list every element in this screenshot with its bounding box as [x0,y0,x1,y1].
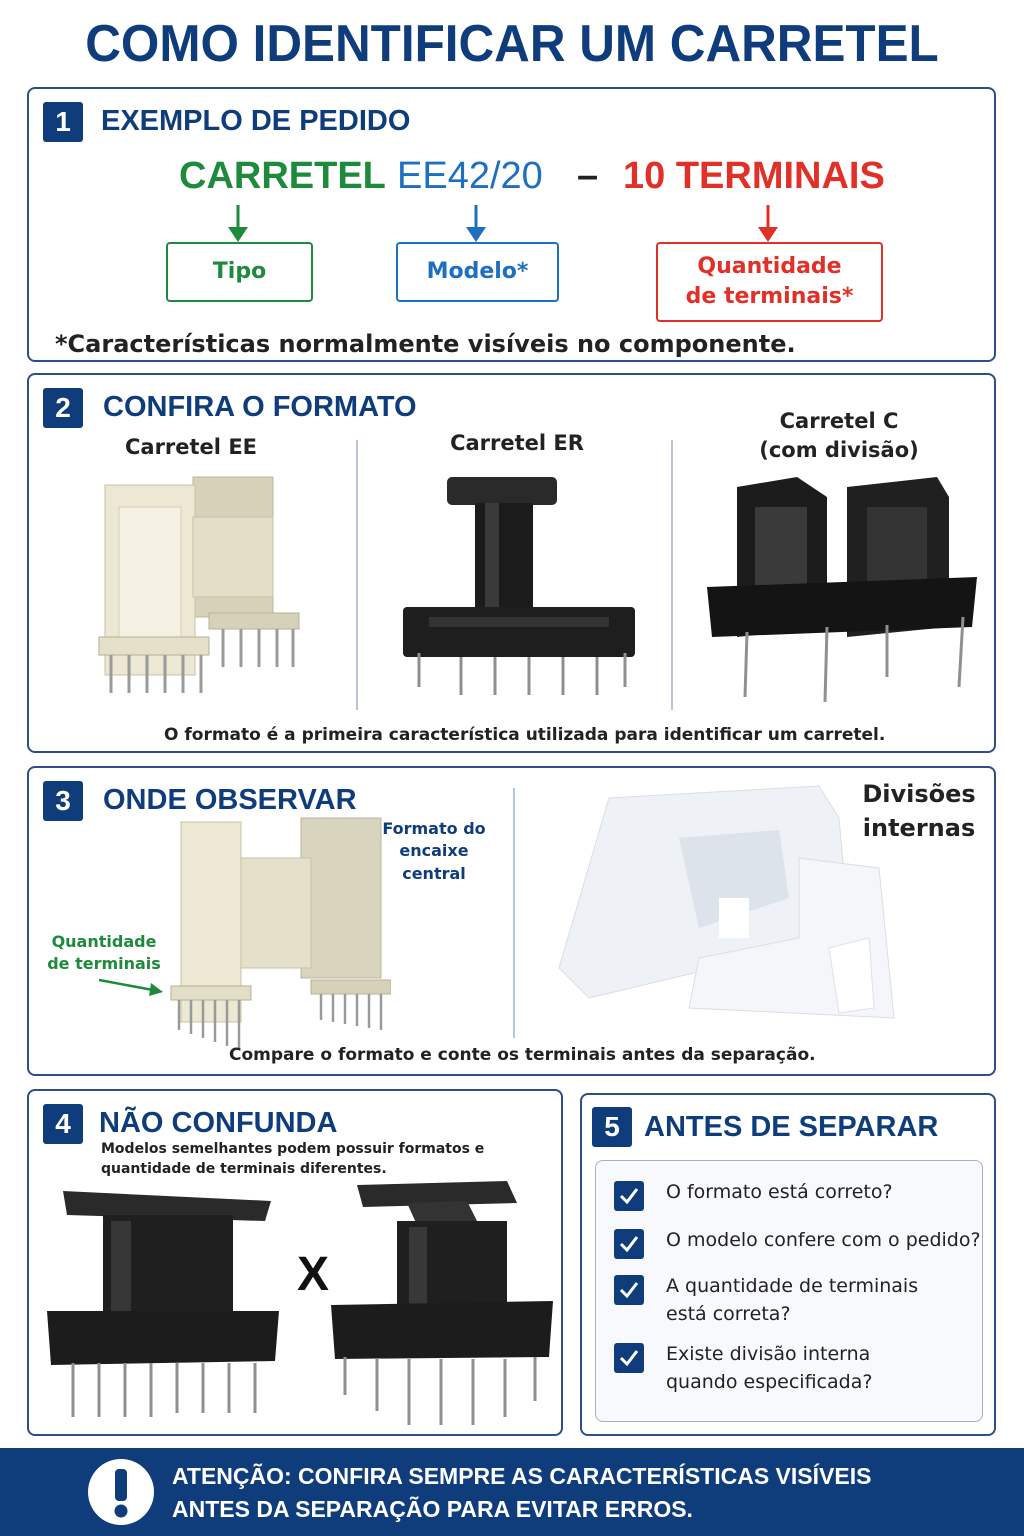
section-number: 2 [43,388,83,428]
section-number: 4 [43,1104,83,1144]
checklist-item[interactable] [614,1227,986,1259]
section-before-separating [580,1093,996,1436]
section-title: CONFIRA O FORMATO [103,391,417,423]
bobbin-internal-division-image [549,778,899,1028]
checkbox-checked[interactable] [614,1275,644,1305]
section-where-to-look [27,766,996,1076]
checklist-item-line1: O formato está correto? [666,1181,893,1203]
product-label-ee: Carretel EE [124,435,258,459]
section-caption: O formato é a primeira característica utilizada para identificar um carretel. [164,725,886,745]
attention-text [172,1460,871,1527]
checklist-item-line2: está correta? [666,1302,791,1325]
checkbox-checked[interactable] [614,1229,644,1259]
section-caption: Compare o formato e conte os terminais antes da separação. [229,1045,816,1065]
arrow-down-icon [757,205,779,243]
attention-text-line2: ANTES DA SEPARAÇÃO PARA EVITAR ERROS. [172,1496,693,1523]
label-type [166,242,313,302]
annotation-internal-divisions-line2: internas [862,813,976,842]
arrow-right-icon [99,974,165,998]
label-model [396,242,559,302]
attention-banner [0,1448,1024,1536]
checklist-item[interactable] [614,1341,986,1396]
annotation-internal-divisions-line1: Divisões [862,780,976,808]
section-subtitle [101,1139,484,1180]
label-quantity [656,242,883,322]
divider [671,440,673,710]
annotation-terminal-count-line2: de terminais [47,954,161,974]
bobbin-er-image [399,467,639,697]
annotation-terminal-count [39,931,169,976]
section-number: 5 [592,1107,632,1147]
checklist-item-line1: A quantidade de terminais [666,1275,919,1297]
section-check-format [27,373,996,753]
section-do-not-confuse [27,1089,563,1436]
order-model-word: EE42/20 [397,155,543,197]
section-number: 1 [43,102,83,142]
checkbox-checked[interactable] [614,1343,644,1373]
order-type-word: CARRETEL [179,155,386,197]
section-title: NÃO CONFUNDA [99,1107,338,1139]
section-subtitle-line2: quantidade de terminais diferentes. [101,1161,387,1178]
bobbin-c-image [697,467,987,707]
section-title: EXEMPLO DE PEDIDO [101,105,411,137]
section-title: ANTES DE SEPARAR [644,1111,939,1143]
checklist [595,1160,983,1422]
versus-mark: X [297,1248,330,1301]
product-label-c-line1: Carretel C [779,409,899,433]
attention-text-line1: ATENÇÃO: CONFIRA SEMPRE AS CARACTERÍSTICAS VISÍVEIS [172,1463,872,1489]
page-title: COMO IDENTIFICAR UM CARRETEL [85,15,939,73]
order-terminals-word: 10 TERMINAIS [623,155,885,197]
section-subtitle-line1: Modelos semelhantes podem possuir formatos e [101,1141,485,1157]
checklist-item-line1: Existe divisão interna [666,1343,871,1365]
annotation-central-fit-line3: central [402,863,466,883]
checkmark-icon [618,1185,640,1207]
label-type-text: Tipo [212,259,267,285]
product-label-c-line2: (com divisão) [759,438,919,463]
annotation-central-fit-line1: Formato do [382,819,486,838]
bobbin-similar-a-image [43,1181,283,1421]
bobbin-ee-image [89,467,319,697]
annotation-internal-divisions [849,778,989,845]
arrow-down-icon [465,205,487,243]
checkbox-checked[interactable] [614,1181,644,1211]
checkmark-icon [618,1279,640,1301]
product-label-c [749,407,929,466]
order-dash: – [577,155,599,197]
product-label-er: Carretel ER [450,431,584,455]
section-order-example [27,87,996,362]
checklist-item[interactable] [614,1273,986,1328]
exclamation-icon [86,1457,156,1527]
section-title: ONDE OBSERVAR [103,784,357,816]
checklist-item[interactable] [614,1179,986,1211]
divider [356,440,358,710]
label-quantity-line1: Quantidade [697,254,842,280]
checkmark-icon [618,1233,640,1255]
bobbin-ee-observe-image [161,808,391,1058]
label-quantity-line2: de terminais* [685,284,854,309]
bobbin-similar-b-image [327,1181,557,1431]
checklist-item-line1: O modelo confere com o pedido? [666,1229,981,1251]
checkmark-icon [618,1347,640,1369]
label-model-text: Modelo* [426,259,529,285]
arrow-down-icon [227,205,249,243]
checklist-item-line2: quando especificada? [666,1370,873,1393]
section-number: 3 [43,781,83,821]
annotation-central-fit-line2: encaixe [399,841,469,861]
footnote: *Características normalmente visíveis no componente. [55,330,796,358]
annotation-terminal-count-line1: Quantidade [51,932,157,951]
divider [513,788,515,1038]
